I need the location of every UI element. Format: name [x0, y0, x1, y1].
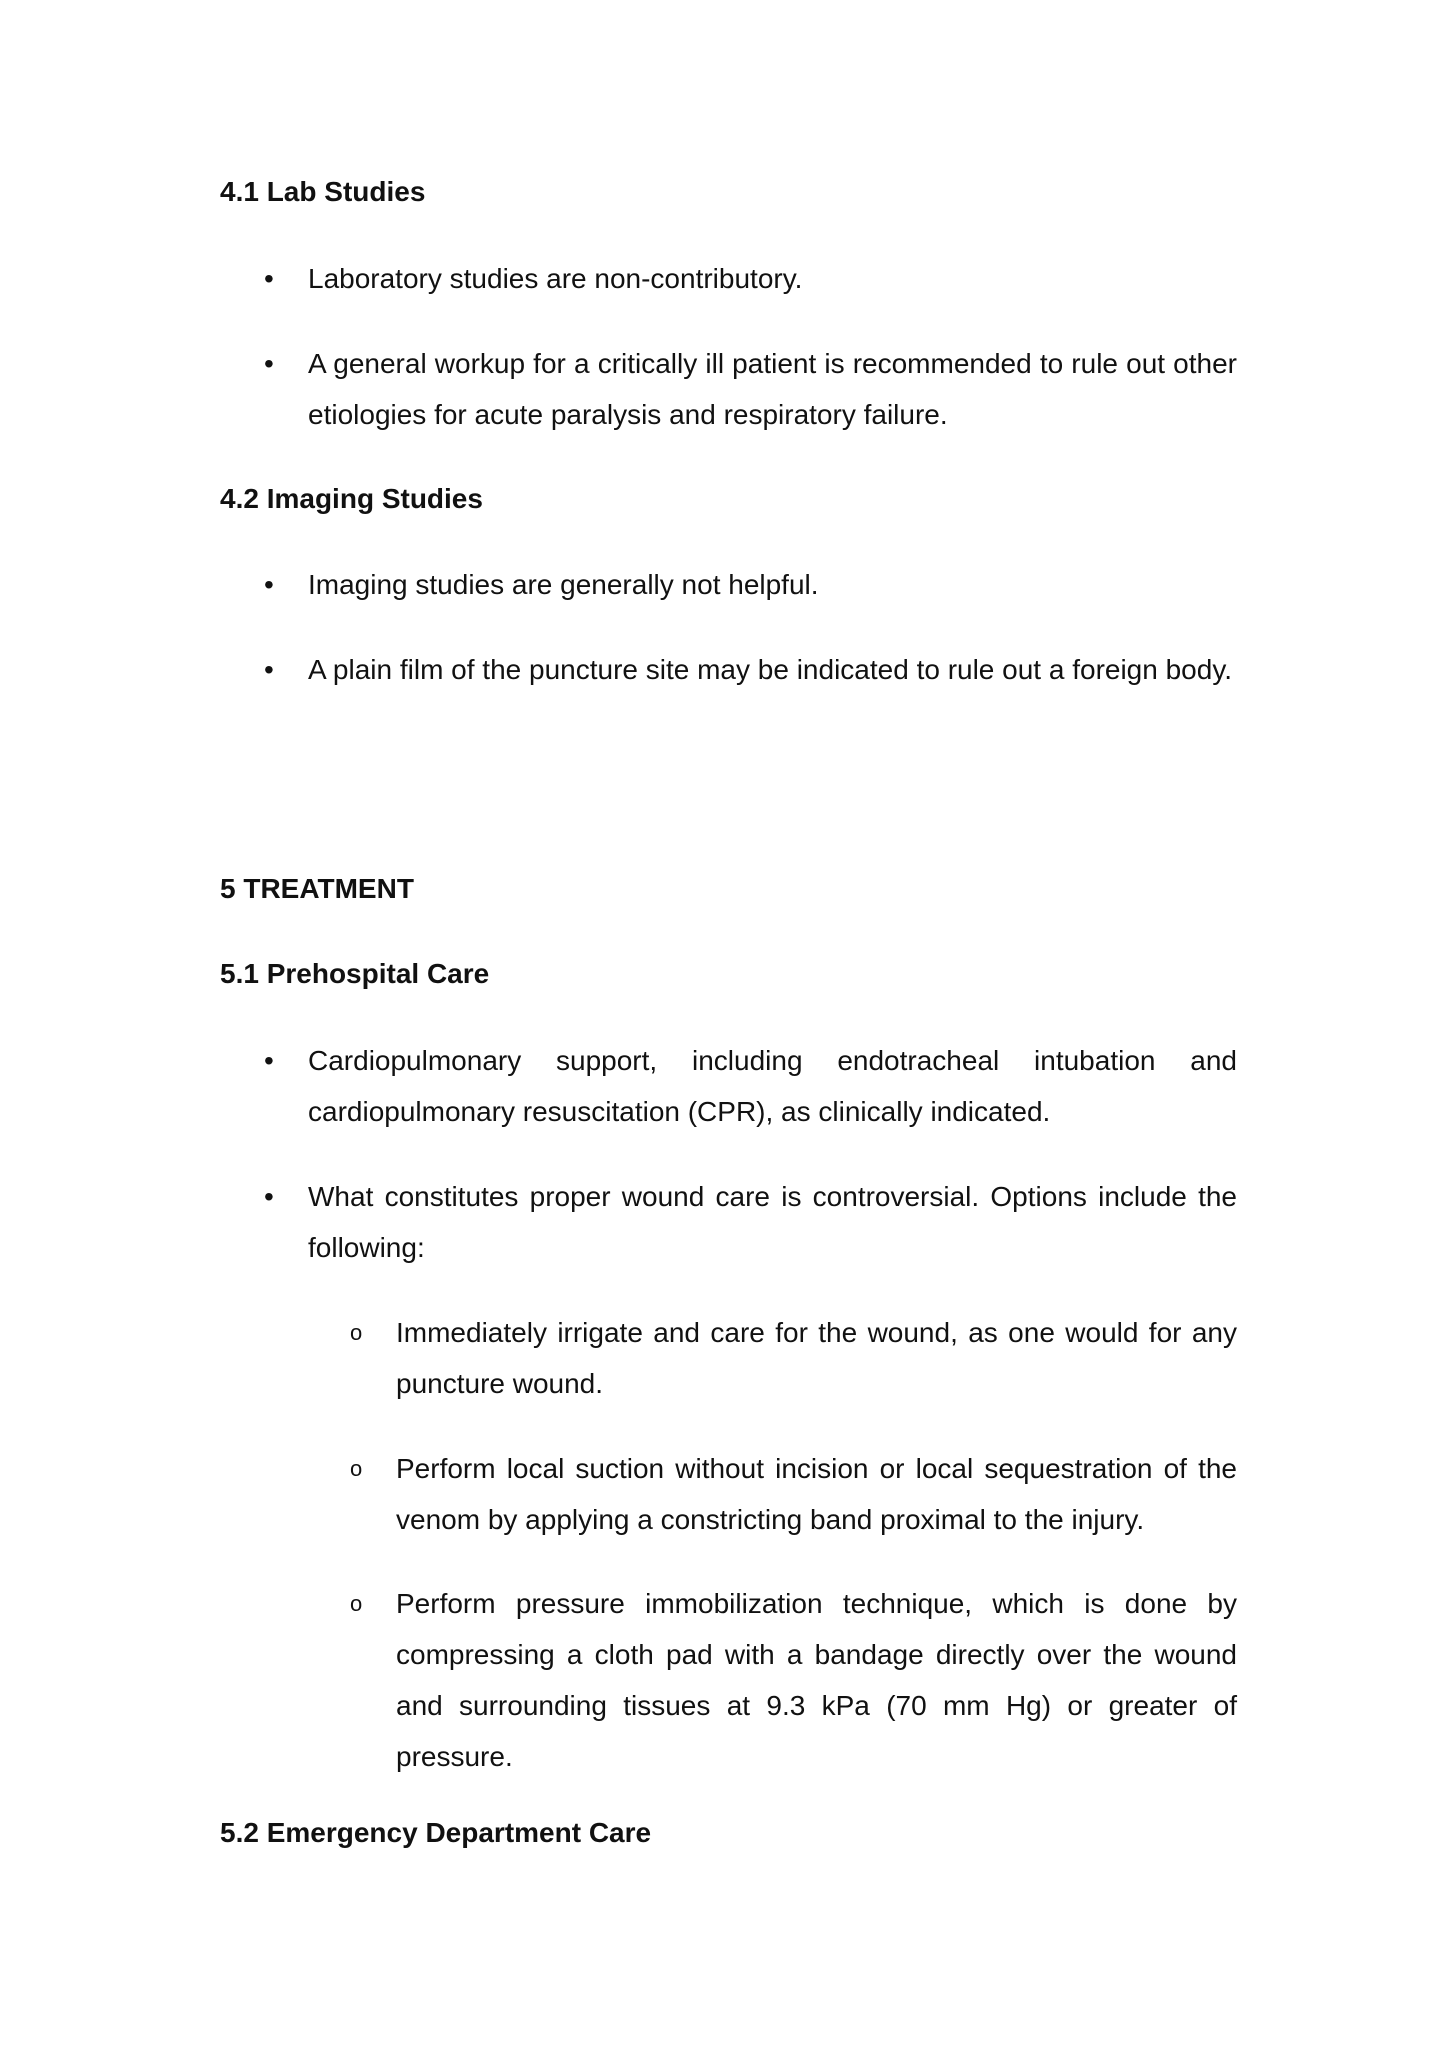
- bullet-marker: •: [264, 569, 274, 600]
- section-heading-imaging-studies: 4.2 Imaging Studies: [220, 483, 483, 514]
- sub-bullet-marker: o: [350, 1591, 363, 1616]
- list-item: [264, 644, 1237, 695]
- sub-bullet-marker: o: [350, 1320, 363, 1345]
- sub-list-item: [350, 1307, 1237, 1409]
- list-item: [264, 253, 1237, 304]
- bullet-marker: •: [264, 348, 274, 379]
- list-item-text: A plain film of the puncture site may be indicated to rule out a foreign body.: [308, 654, 1233, 685]
- list-item-text: Cardiopulmonary support, including endotracheal intubation and cardiopulmonary resuscitation (CPR), as clinically indicated.: [308, 1045, 1237, 1127]
- list-item-text: What constitutes proper wound care is controversial. Options include the following:: [308, 1181, 1237, 1263]
- bullet-marker: •: [264, 263, 274, 294]
- section-heading-prehospital-care: 5.1 Prehospital Care: [220, 958, 490, 989]
- list-item: [264, 1035, 1237, 1137]
- sub-bullet-marker: o: [350, 1456, 363, 1481]
- sub-list-item-text: Perform local suction without incision or local sequestration of the venom by applying a constricting band proximal to the injury.: [396, 1453, 1237, 1535]
- bullet-marker: •: [264, 654, 274, 685]
- list-item-text: A general workup for a critically ill patient is recommended to rule out other etiologies for acute paralysis and respiratory failure.: [308, 348, 1237, 430]
- list-item: [264, 559, 1237, 610]
- section-heading-lab-studies: 4.1 Lab Studies: [220, 176, 426, 207]
- sub-list-item-text: Perform pressure immobilization technique, which is done by compressing a cloth pad with a bandage directly over the wound and surrounding tissues at 9.3 kPa (70 mm Hg) or greater of pressure.: [396, 1588, 1237, 1772]
- sub-list-item-text: Immediately irrigate and care for the wound, as one would for any puncture wound.: [396, 1317, 1237, 1399]
- list-item-text: Laboratory studies are non-contributory.: [308, 263, 803, 294]
- section-heading-treatment: 5 TREATMENT: [220, 873, 414, 904]
- list-item: [264, 1171, 1237, 1273]
- sub-list-item: [350, 1443, 1237, 1545]
- bullet-marker: •: [264, 1045, 274, 1076]
- section-heading-emergency-department-care: 5.2 Emergency Department Care: [220, 1817, 652, 1848]
- bullet-marker: •: [264, 1181, 274, 1212]
- sub-list-item: [350, 1578, 1237, 1782]
- list-item: [264, 338, 1237, 440]
- list-item-text: Imaging studies are generally not helpful.: [308, 569, 819, 600]
